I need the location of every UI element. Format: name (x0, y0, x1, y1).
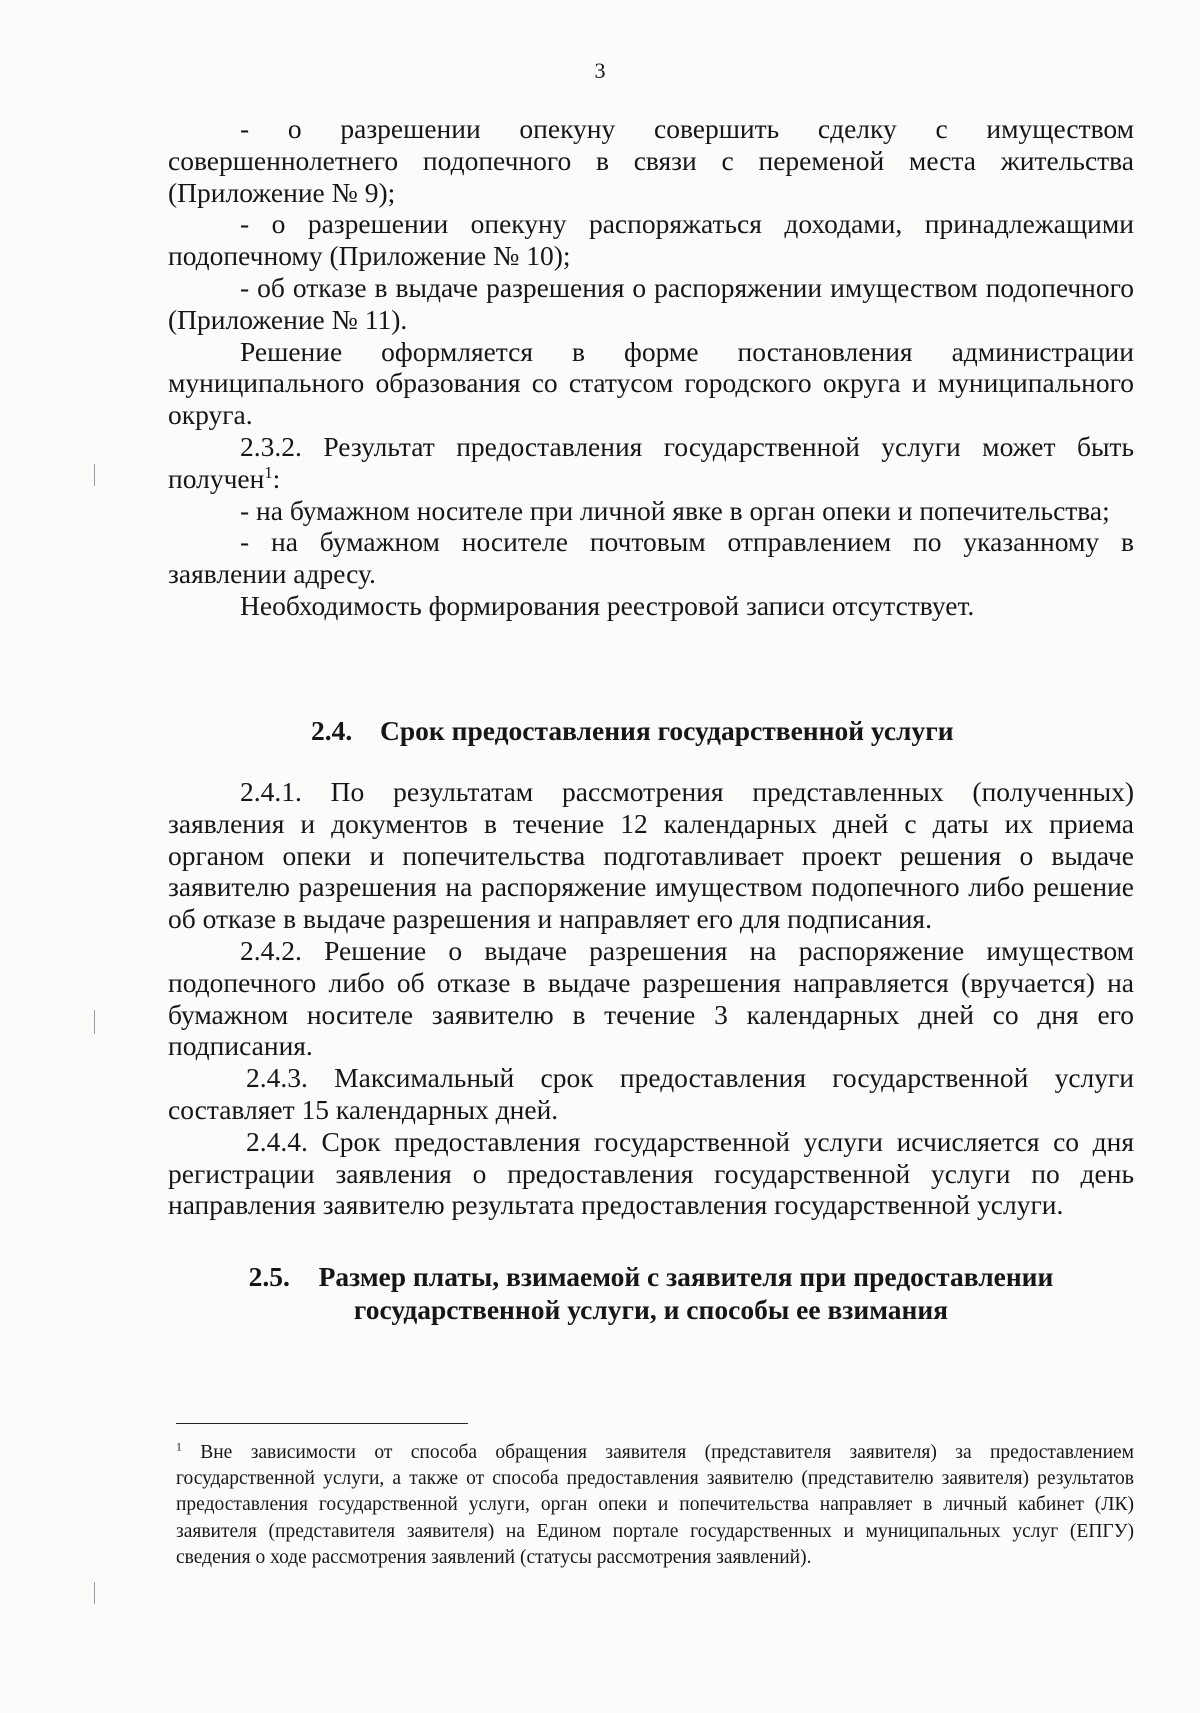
section-number: 2.5. (248, 1261, 290, 1292)
paragraph-2-3-2 (168, 431, 1134, 495)
list-item: - о разрешении опекуну распоряжаться доходами, принадлежащими подопечному (Приложение № 10); (168, 208, 1134, 272)
section-title-line (168, 1260, 1134, 1293)
scan-artifact (94, 1010, 95, 1034)
section-2-3-tail (168, 113, 1134, 622)
footnote-text: Вне зависимости от способа обращения заявителя (представителя заявителя) за предоставлением государственной услуги, а также от способа предоставления заявителю (представителю заявителя) результатов предоставления государственной услуги, орган опеки и попечительства направляет в личный кабинет (ЛК) заявителя (представителя заявителя) на Едином портале государственных и муниципальных услуг (ЕПГУ) сведения о ходе рассмотрения заявлений (статусы рассмотрения заявлений). (176, 1442, 1134, 1568)
list-item: - о разрешении опекуну совершить сделку с имуществом совершеннолетнего подопечного в связи с переменой места жительства (Приложение № 9); (168, 113, 1134, 208)
paragraph-2-4-2: 2.4.2. Решение о выдаче разрешения на распоряжение имуществом подопечного либо об отказе в выдаче разрешения направляется (вручается) на бумажном носителе заявителю в течение 3 календарных дней со дня его подписания. (168, 934, 1134, 1062)
footnote (176, 1440, 1134, 1571)
paragraph-2-4-4: 2.4.4. Срок предоставления государственной услуги исчисляется со дня регистрации заявления о предоставления государственной услуги по день направления заявителю результата предоставления государственной услуги. (168, 1125, 1134, 1221)
scan-artifact (94, 1582, 95, 1604)
section-title-line: государственной услуги, и способы ее взимания (353, 1294, 949, 1325)
footnote-reference[interactable]: 1 (264, 462, 273, 482)
paragraph-2-3-2-text: 2.3.2. Результат предоставления государственной услуги может быть получен (168, 430, 1134, 494)
paragraph-2-3-2-colon: : (272, 462, 281, 494)
section-number: 2.4. (311, 715, 353, 746)
section-2-4-heading (168, 714, 1200, 747)
section-title: Срок предоставления государственной услуги (380, 715, 954, 746)
section-2-5-heading (168, 1260, 1134, 1326)
section-title: Размер платы, взимаемой с заявителя при предоставлении (318, 1261, 1054, 1292)
paragraph-2-4-3: 2.4.3. Максимальный срок предоставления государственной услуги составляет 15 календарных дней. (168, 1062, 1134, 1125)
paragraph-2-4-1: 2.4.1. По результатам рассмотрения представленных (полученных) заявления и документов в течение 12 календарных дней с даты их приема органом опеки и попечительства подготавливает проект решения о выдаче заявителю разрешения на распоряжение имуществом подопечного либо решение об отказе в выдаче разрешения и направляет его для подписания. (168, 776, 1134, 935)
scan-artifact (94, 464, 95, 486)
list-item: - об отказе в выдаче разрешения о распоряжении имуществом подопечного (Приложение № 11). (168, 271, 1134, 335)
page-number: 3 (594, 58, 606, 83)
footnote-separator (176, 1423, 468, 1424)
registry-note-paragraph: Необходимость формирования реестровой записи отсутствует. (240, 589, 975, 621)
section-2-4-body (168, 776, 1134, 1221)
footnote-marker: 1 (176, 1440, 182, 1454)
decision-form-paragraph: Решение оформляется в форме постановления администрации муниципального образования со статусом городского округа и муниципального округа. (168, 335, 1134, 431)
list-item: - на бумажном носителе почтовым отправлением по указанному в заявлении адресу. (168, 526, 1134, 590)
list-item: - на бумажном носителе при личной явке в орган опеки и попечительства; (240, 494, 1110, 526)
